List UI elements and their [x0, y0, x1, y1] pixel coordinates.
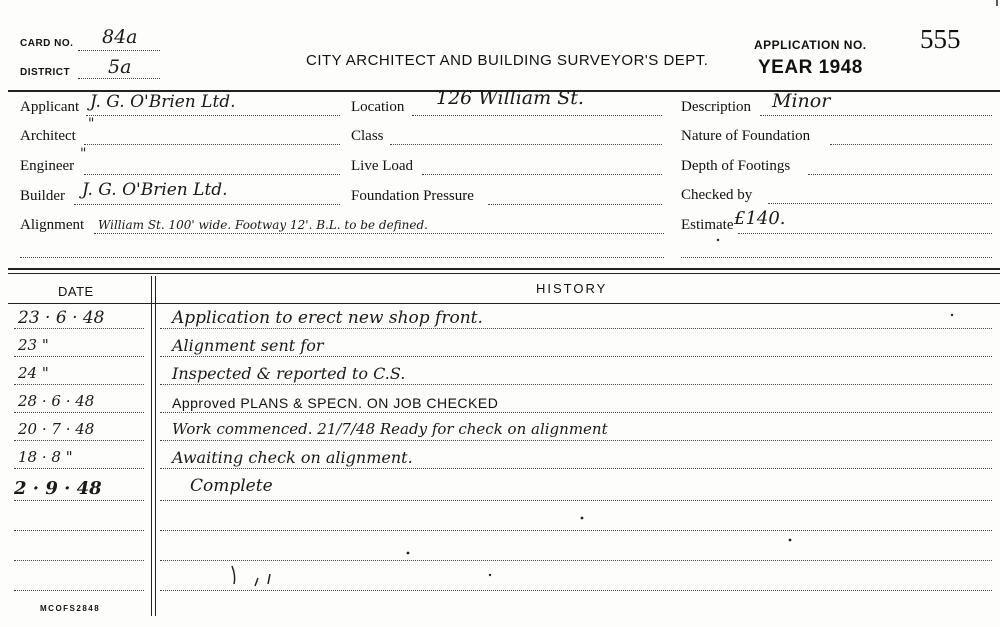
row-history: Application to erect new shop front. [172, 308, 483, 328]
row-date: 28 · 6 · 48 [18, 392, 95, 410]
row-date: 18 · 8 " [18, 448, 73, 466]
row-history: Work commenced. 21/7/48 Ready for check on alignment [172, 420, 608, 438]
applicant-label: Applicant [20, 99, 80, 115]
row-date: 24 " [18, 364, 49, 382]
row-date: 2 · 9 · 48 [14, 478, 102, 499]
description-label: Description [681, 99, 751, 115]
engineer-value: " [80, 146, 87, 162]
row-history: Complete [190, 476, 273, 496]
applicant-value: J. G. O'Brien Ltd. [90, 92, 236, 112]
history-header: HISTORY [536, 281, 608, 296]
year-label: YEAR 1948 [758, 57, 863, 78]
builder-value: J. G. O'Brien Ltd. [82, 180, 228, 200]
builder-label: Builder [20, 188, 65, 204]
nature-of-foundation-label: Nature of Foundation [681, 128, 811, 144]
card-no-value: 84a [102, 26, 138, 48]
alignment-value: William St. 100' wide. Footway 12'. B.L. to be defined. [98, 218, 428, 232]
row-history: Approved PLANS & SPECN. ON JOB CHECKED [172, 395, 499, 411]
row-history: Awaiting check on alignment. [172, 448, 413, 467]
estimate-label: Estimate [681, 217, 734, 233]
architect-value: " [88, 116, 95, 132]
district-value: 5a [108, 56, 132, 78]
row-date: 23 · 6 · 48 [18, 308, 105, 328]
location-value: 126 William St. [436, 87, 584, 109]
live-load-label: Live Load [351, 158, 414, 174]
engineer-label: Engineer [20, 158, 75, 174]
department-title: CITY ARCHITECT AND BUILDING SURVEYOR'S DEPT. [306, 52, 709, 69]
row-date: 23 " [18, 336, 49, 354]
class-label: Class [351, 128, 384, 144]
alignment-label: Alignment [20, 217, 85, 233]
foundation-pressure-label: Foundation Pressure [351, 188, 474, 204]
card-no-label: CARD NO. [20, 38, 74, 49]
description-value: Minor [772, 90, 831, 112]
row-history: Alignment sent for [172, 336, 324, 355]
row-date: 20 · 7 · 48 [18, 420, 95, 438]
checked-by-label: Checked by [681, 187, 753, 203]
application-label: APPLICATION NO. [754, 38, 867, 52]
estimate-value: £140. [734, 208, 786, 229]
date-header: DATE [58, 284, 94, 299]
district-label: DISTRICT [20, 67, 71, 78]
location-label: Location [351, 99, 405, 115]
application-number: 555 [920, 24, 961, 54]
form-code: MCOFS2848 [40, 604, 101, 613]
architect-label: Architect [20, 128, 76, 144]
row-history: Inspected & reported to C.S. [172, 364, 406, 383]
depth-of-footings-label: Depth of Footings [681, 158, 791, 174]
